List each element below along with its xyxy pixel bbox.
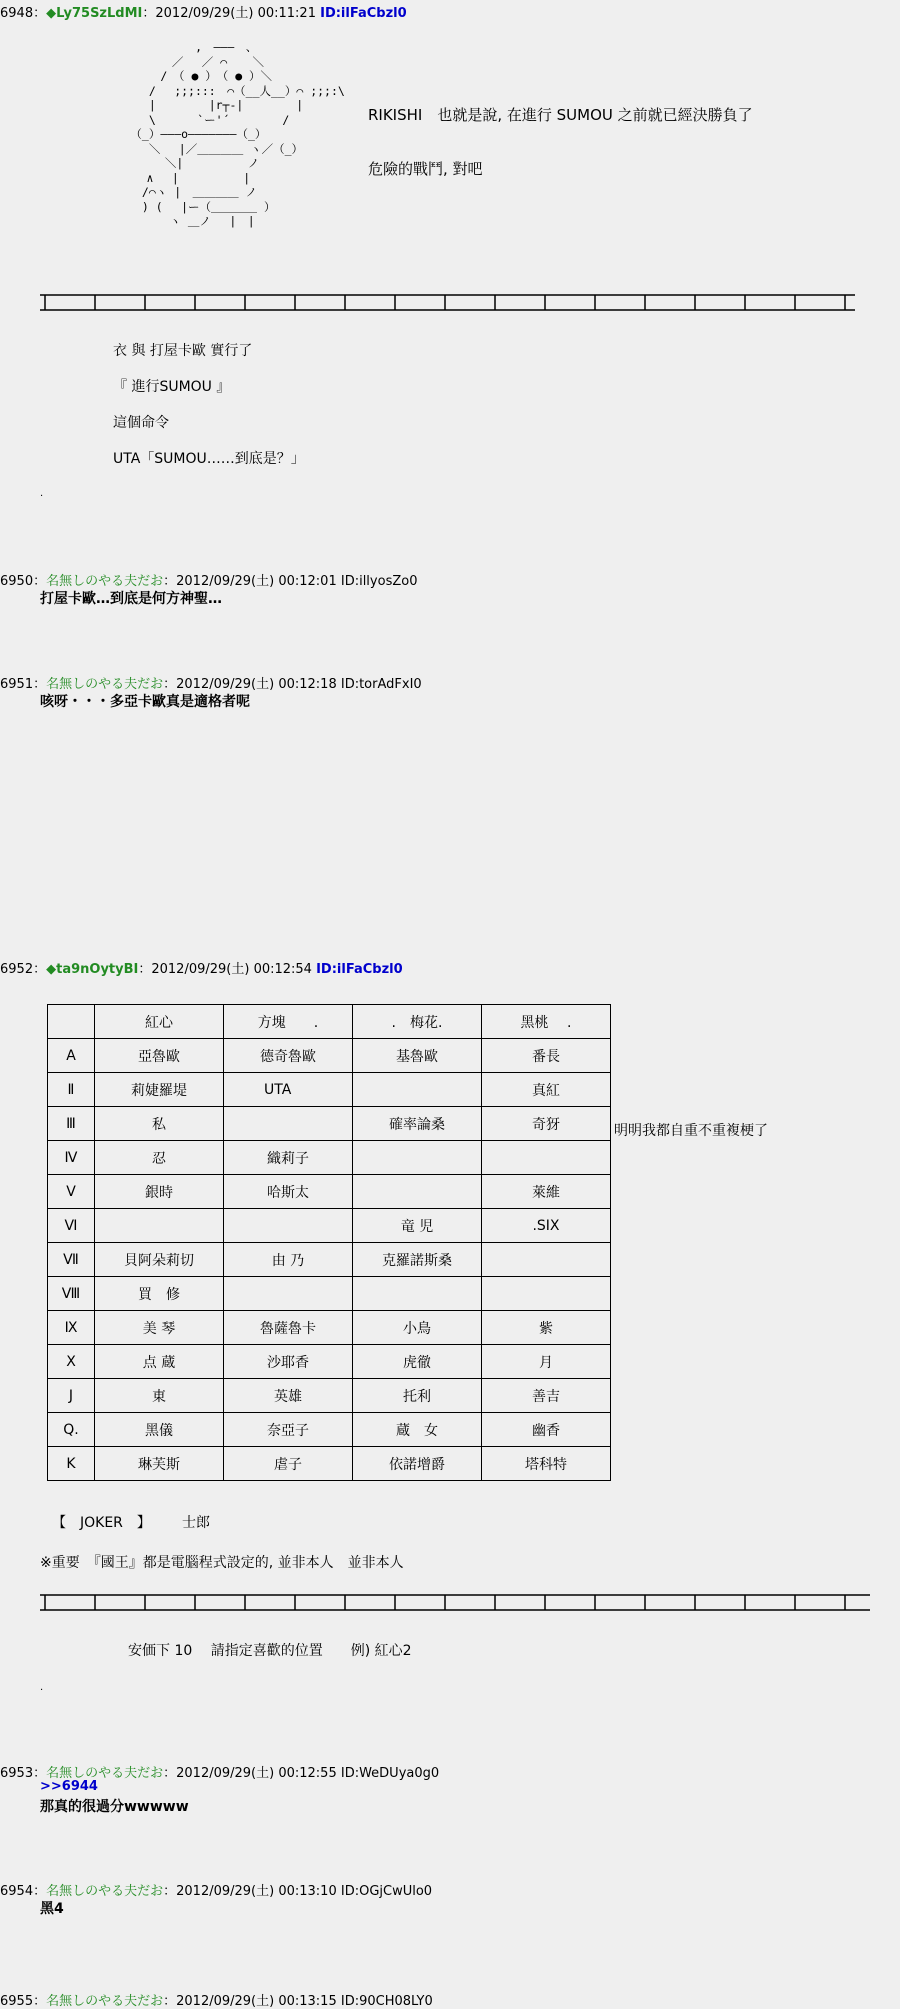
spacer-dot: .	[40, 488, 44, 499]
table-cell	[482, 1277, 611, 1311]
table-cell: 私	[95, 1107, 224, 1141]
table-cell: 萊維	[482, 1175, 611, 1209]
table-cell: 小鳥	[353, 1311, 482, 1345]
row-rank: Ⅸ	[48, 1311, 95, 1345]
post-date: ：2012/09/29(土) 00:13:15	[163, 1994, 341, 2009]
poster-id[interactable]: ID:OGjCwUlo0	[340, 1884, 433, 1899]
joker-value: 士郎	[182, 1515, 210, 1531]
post-body: 咳呀・・・多亞卡歐真是適格者呢	[40, 694, 250, 710]
side-note: 明明我都自重不重複梗了	[614, 1123, 768, 1139]
column-header-spades: 黑桃 .	[482, 1005, 611, 1039]
post-number[interactable]: 6954	[0, 1884, 34, 1899]
row-rank: Ⅱ	[48, 1073, 95, 1107]
table-row	[48, 1073, 611, 1107]
table-cell: 織莉子	[224, 1141, 353, 1175]
row-rank: J	[48, 1379, 95, 1413]
table-row	[48, 1039, 611, 1073]
table-row	[48, 1209, 611, 1243]
poster-id[interactable]: ID:torAdFxI0	[340, 677, 422, 692]
row-rank: Q.	[48, 1413, 95, 1447]
table-cell: 奈亞子	[224, 1413, 353, 1447]
row-rank: Ⅳ	[48, 1141, 95, 1175]
table-cell: 由 乃	[224, 1243, 353, 1277]
table-cell	[353, 1277, 482, 1311]
post-body: 那真的很過分wwwww	[40, 1799, 189, 1815]
table-cell: 亞魯歐	[95, 1039, 224, 1073]
post-date: ：2012/09/29(土) 00:12:01	[163, 574, 341, 589]
row-rank: Ⅴ	[48, 1175, 95, 1209]
table-cell: 琳芙斯	[95, 1447, 224, 1481]
row-rank: Ⅲ	[48, 1107, 95, 1141]
aa-dialogue-line: RIKISHI 也就是說, 在進行 SUMOU 之前就已經決勝負了	[368, 106, 753, 124]
separator: ：	[33, 1884, 47, 1899]
table-row	[48, 1379, 611, 1413]
post-number[interactable]: 6951	[0, 677, 34, 692]
aa-dialogue-line: 危險的戰鬥, 對吧	[368, 160, 483, 178]
narration-line: 『 進行SUMOU 』	[113, 379, 231, 395]
row-rank: A	[48, 1039, 95, 1073]
table-row	[48, 1311, 611, 1345]
table-cell: 莉婕羅堤	[95, 1073, 224, 1107]
table-row	[48, 1447, 611, 1481]
poster-id[interactable]: ID:ilFaCbzl0	[316, 962, 403, 977]
table-cell	[353, 1141, 482, 1175]
spacer-dot: .	[40, 1682, 44, 1693]
post-number[interactable]: 6955	[0, 1994, 34, 2009]
table-cell: 德奇魯歐	[224, 1039, 353, 1073]
post-header	[0, 570, 417, 589]
table-cell	[95, 1209, 224, 1243]
post-header	[0, 673, 422, 692]
table-cell: 虎徹	[353, 1345, 482, 1379]
notice-text: ※重要 『國王』都是電腦程式設定的, 並非本人 並非本人	[40, 1555, 404, 1571]
table-cell: 蔵 女	[353, 1413, 482, 1447]
table-cell: 番長	[482, 1039, 611, 1073]
table-row	[48, 1243, 611, 1277]
table-row	[48, 1345, 611, 1379]
column-header-hearts: 紅心	[95, 1005, 224, 1039]
table-cell	[482, 1243, 611, 1277]
poster-id[interactable]: ID:illyosZo0	[340, 574, 418, 589]
table-cell: 月	[482, 1345, 611, 1379]
table-cell: 善吉	[482, 1379, 611, 1413]
table-row	[48, 1107, 611, 1141]
table-corner-cell	[48, 1005, 95, 1039]
ascii-art-character: , ――― 、 ／ ／ ⌒ ＼ / （ ● ） （ ● ）＼ / ;;;::: ⌒（__人__）⌒ ;;;:\ | |r┬-| | \ `ー'´ / （_）―――o―――――――（_） ＼ |／＿＿＿＿ ヽ／（_） ＼| ノ ∧ | | /⌒ヽ | ＿＿＿＿ ノ ) ( |ー（＿＿＿＿ ） ヽ ＿ノ | |	[130, 40, 345, 228]
table-row	[48, 1277, 611, 1311]
separator: ：	[33, 1994, 47, 2009]
table-row	[48, 1141, 611, 1175]
table-cell: 克羅諾斯桑	[353, 1243, 482, 1277]
post-date: ：2012/09/29(土) 00:12:54	[138, 962, 317, 977]
separator: ：	[33, 677, 47, 692]
poster-name: ◆Ly75SzLdMI	[46, 6, 143, 21]
table-cell	[482, 1141, 611, 1175]
reply-link[interactable]: >>6944	[40, 1779, 98, 1794]
post-body: 黑4	[40, 1901, 64, 1917]
table-cell: 依諾增爵	[353, 1447, 482, 1481]
post-number[interactable]: 6953	[0, 1766, 34, 1781]
table-cell: 虐子	[224, 1447, 353, 1481]
post-number[interactable]: 6950	[0, 574, 34, 589]
separator: ：	[33, 6, 47, 21]
separator: ：	[33, 574, 47, 589]
table-cell: 幽香	[482, 1413, 611, 1447]
table-cell: 奇犽	[482, 1107, 611, 1141]
divider-rule	[40, 292, 860, 314]
table-cell: 基魯歐	[353, 1039, 482, 1073]
narration-line: UTA「SUMOU……到底是？」	[113, 451, 305, 467]
post-header	[0, 1880, 432, 1899]
table-cell: .SIX	[482, 1209, 611, 1243]
table-cell: 確率論桑	[353, 1107, 482, 1141]
narration-line: 這個命令	[113, 415, 169, 431]
poster-name: ◆ta9nOytyBI	[46, 962, 139, 977]
poster-name: 名無しのやる夫だお	[46, 1884, 164, 1899]
table-cell: 忍	[95, 1141, 224, 1175]
table-cell: 銀時	[95, 1175, 224, 1209]
table-cell	[353, 1073, 482, 1107]
row-rank: Ⅶ	[48, 1243, 95, 1277]
post-date: ：2012/09/29(土) 00:12:18	[163, 677, 341, 692]
table-row	[48, 1175, 611, 1209]
post-header	[0, 958, 403, 977]
table-cell: 買 修	[95, 1277, 224, 1311]
table-cell: 点 蔵	[95, 1345, 224, 1379]
column-header-diamonds: 方塊 .	[224, 1005, 353, 1039]
table-cell: 美 琴	[95, 1311, 224, 1345]
row-rank: K	[48, 1447, 95, 1481]
narration-line: 衣 與 打屋卡歐 實行了	[113, 343, 253, 359]
post-date: ：2012/09/29(土) 00:12:55	[163, 1766, 341, 1781]
post-number[interactable]: 6948	[0, 6, 34, 21]
table-cell	[353, 1175, 482, 1209]
table-cell: 東	[95, 1379, 224, 1413]
post-date: ：2012/09/29(土) 00:13:10	[163, 1884, 341, 1899]
poster-name: 名無しのやる夫だお	[46, 1766, 164, 1781]
table-row	[48, 1413, 611, 1447]
row-rank: Ⅷ	[48, 1277, 95, 1311]
instruction-text: 安価下 10 請指定喜歡的位置 例) 紅心2	[128, 1643, 412, 1659]
row-rank: Ⅵ	[48, 1209, 95, 1243]
separator: ：	[33, 1766, 47, 1781]
table-cell: 托利	[353, 1379, 482, 1413]
poster-id[interactable]: ID:90CH08LY0	[340, 1994, 433, 2009]
poster-name: 名無しのやる夫だお	[46, 1994, 164, 2009]
table-cell	[224, 1277, 353, 1311]
table-cell: 黑儀	[95, 1413, 224, 1447]
table-header-row	[48, 1005, 611, 1039]
row-rank: Ⅹ	[48, 1345, 95, 1379]
table-cell: UTA	[224, 1073, 353, 1107]
table-cell: 竜 児	[353, 1209, 482, 1243]
poster-id[interactable]: ID:WeDUya0g0	[340, 1766, 440, 1781]
post-header	[0, 2, 407, 21]
post-body: 打屋卡歐…到底是何方神聖…	[40, 591, 222, 607]
table-cell: 紫	[482, 1311, 611, 1345]
table-cell: 貝阿朵莉切	[95, 1243, 224, 1277]
poster-name: 名無しのやる夫だお	[46, 677, 164, 692]
poster-id[interactable]: ID:ilFaCbzl0	[320, 6, 407, 21]
separator: ：	[33, 962, 47, 977]
post-number[interactable]: 6952	[0, 962, 34, 977]
table-cell: 哈斯太	[224, 1175, 353, 1209]
table-cell: 魯薩魯卡	[224, 1311, 353, 1345]
divider-rule	[40, 1592, 880, 1614]
table-cell: 塔科特	[482, 1447, 611, 1481]
table-cell	[224, 1107, 353, 1141]
card-table	[47, 1004, 611, 1481]
column-header-clubs: . 梅花.	[353, 1005, 482, 1039]
table-cell	[224, 1209, 353, 1243]
post-date: ：2012/09/29(土) 00:11:21	[142, 6, 321, 21]
joker-label: 【 JOKER 】	[52, 1515, 151, 1531]
table-cell: 沙耶香	[224, 1345, 353, 1379]
poster-name: 名無しのやる夫だお	[46, 574, 164, 589]
table-cell: 真紅	[482, 1073, 611, 1107]
table-cell: 英雄	[224, 1379, 353, 1413]
